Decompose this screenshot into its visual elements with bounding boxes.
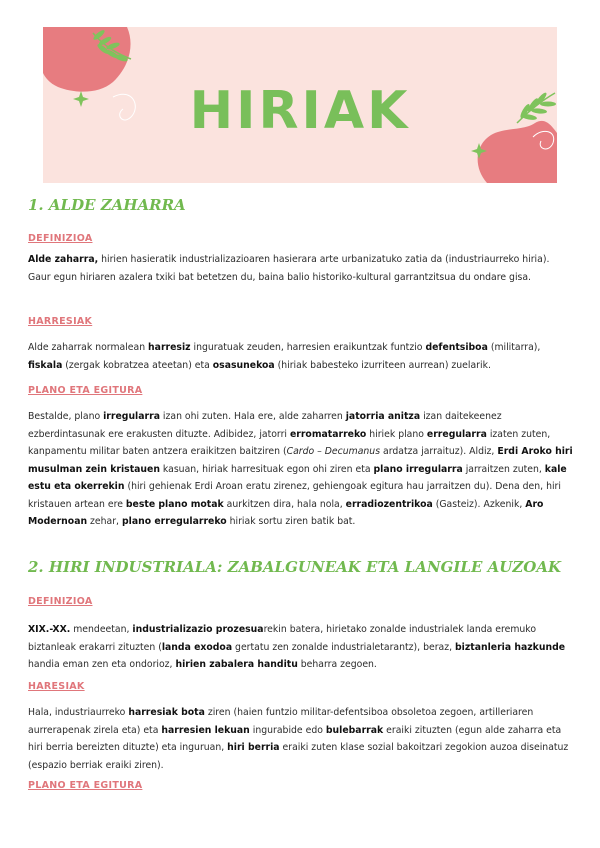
text-run: hiriak sortu ziren batik bat. [226,516,356,527]
bold-term: industrializazio prozesua [132,624,264,635]
text-run: inguratuak zeuden, harresien eraikuntzak funtzio [190,342,426,353]
subheading-plano-eta-egitura: PLANO ETA EGITURA [28,780,143,791]
text-run: kasuan, hiriak harresituak egon ohi ziren eta [159,463,374,475]
text-run: (hiriak babesteko izurriteen aurrean) zuelarik. [274,359,491,371]
bold-term: irregularra [103,411,160,422]
text-run: mendeetan, [70,624,133,635]
bold-term: osasunekoa [212,359,275,371]
bold-term: fiskala [28,359,63,371]
text-run: handia eman zen eta ondorioz, [28,659,176,670]
text-run: ingurabide edo [249,724,326,736]
text-run: eraiki zituzten (egun alde zaharra eta hiri berria bereizten dituzte) eta inguruan, [28,724,562,753]
bold-term: harresiak bota [128,707,205,718]
text-run: (zergak kobratzea ateetan) eta [62,359,213,371]
text-run: aurkitzen dira, hala nola, [223,498,346,510]
subheading-haresiak: HARESIAK [28,681,85,692]
paragraph [28,251,573,286]
bold-term: biztanleria hazkunde [455,641,566,653]
title-banner [43,27,557,183]
bold-term: hiri berria [227,742,280,753]
text-run: beharra zegoen. [297,659,377,670]
bold-term: erromatarreko [289,428,367,440]
subheading-definizioa: DEFINIZIOA [28,233,93,244]
bold-term: beste plano motak [125,498,224,510]
bold-term: harresien lekuan [161,724,250,736]
bold-term: erradiozentrikoa [345,498,433,510]
bold-term: defentsiboa [425,342,488,353]
text-run: izan daitekeenez ezberdintasunak ere erakusten dituzte. Adibidez, jatorri [28,411,502,440]
text-run: hirien hasieratik industrializazioaren hasierara arte urbanizatuko zatia da (industriaurreko hiria). Gaur egun hiriaren azalera txiki bat betetzen du, baina balio historiko-kultural garrantzitsua du ondare gisa. [28,254,550,283]
section-title-2: 2. HIRI INDUSTRIALA: ZABALGUNEAK ETA LANGILE AUZOAK [28,558,562,576]
text-run: (hiri gehienak Erdi Aroan eratu zirenez, gehiengoak egitura hau jarraitzen du). Dena den, hiri kristauen artean ere [28,481,561,510]
text-run: Hala, industriaurreko [28,707,129,718]
text-run: izaten zuten, kanpamentu militar baten antzera eraikitzen baitziren ( [28,428,551,457]
bold-term: landa exodoa [161,641,233,653]
section-title-1: 1. ALDE ZAHARRA [28,196,186,214]
paragraph [28,408,573,531]
text-run: gertatu zen zonalde industrialetarantz), beraz, [232,641,456,653]
bold-term: Erdi Aroko hiri musulman zein kristauen [28,446,573,475]
bold-term: plano erregularreko [121,516,227,527]
paragraph [28,339,573,374]
subheading-definizioa: DEFINIZIOA [28,596,93,607]
bold-term: Aro Modernoan [28,498,544,527]
text-run: (militarra), [487,342,541,353]
bold-term: kale estu eta okerrekin [28,463,567,492]
bold-term: harresiz [148,342,191,353]
bold-term: jatorria anitza [345,411,421,422]
text-run: zehar, [87,516,122,527]
subheading-harresiak: HARRESIAK [28,316,93,327]
paragraph [28,704,573,774]
text-run: Alde zaharrak normalean [28,342,149,353]
text-run: eraiki zuten klase sozial bakoitzari zegokion auzoa diseinatuz (espazio berriak eraiki ziren). [28,742,569,771]
text-run: jarraitzen zuten, [462,463,545,475]
text-run: Bestalde, plano [28,411,104,422]
paragraph [28,621,573,674]
subheading-plano-eta-egitura: PLANO ETA EGITURA [28,385,143,396]
bold-term: erregularra [426,428,487,440]
bold-term: XIX.-XX. [28,624,71,635]
page-title: HIRIAK [189,81,411,141]
text-run: izan ohi zuten. Hala ere, alde zaharren [159,411,346,422]
bold-term: Alde zaharra, [28,254,99,265]
text-run: rekin batera, hirietako zonalde industrialek landa eremuko biztanleak erakarri zituzten ( [28,624,537,653]
bold-term: bulebarrak [325,724,384,736]
bold-term: plano irregularra [373,463,463,475]
pink-blob-top-left [43,27,131,92]
bold-term: hirien zabalera handitu [175,659,298,670]
italic-term: Cardo – Decumanus [286,446,381,457]
text-run: ziren (haien funtzio militar-defentsiboa obsoletoa zegoen, artilleriaren aurrerapenak zirela eta) eta [28,707,534,736]
text-run: hiriek plano [366,428,427,440]
text-run: (Gasteiz). Azkenik, [432,498,526,510]
text-run: ardatza jarraituz). Aldiz, [380,446,498,457]
